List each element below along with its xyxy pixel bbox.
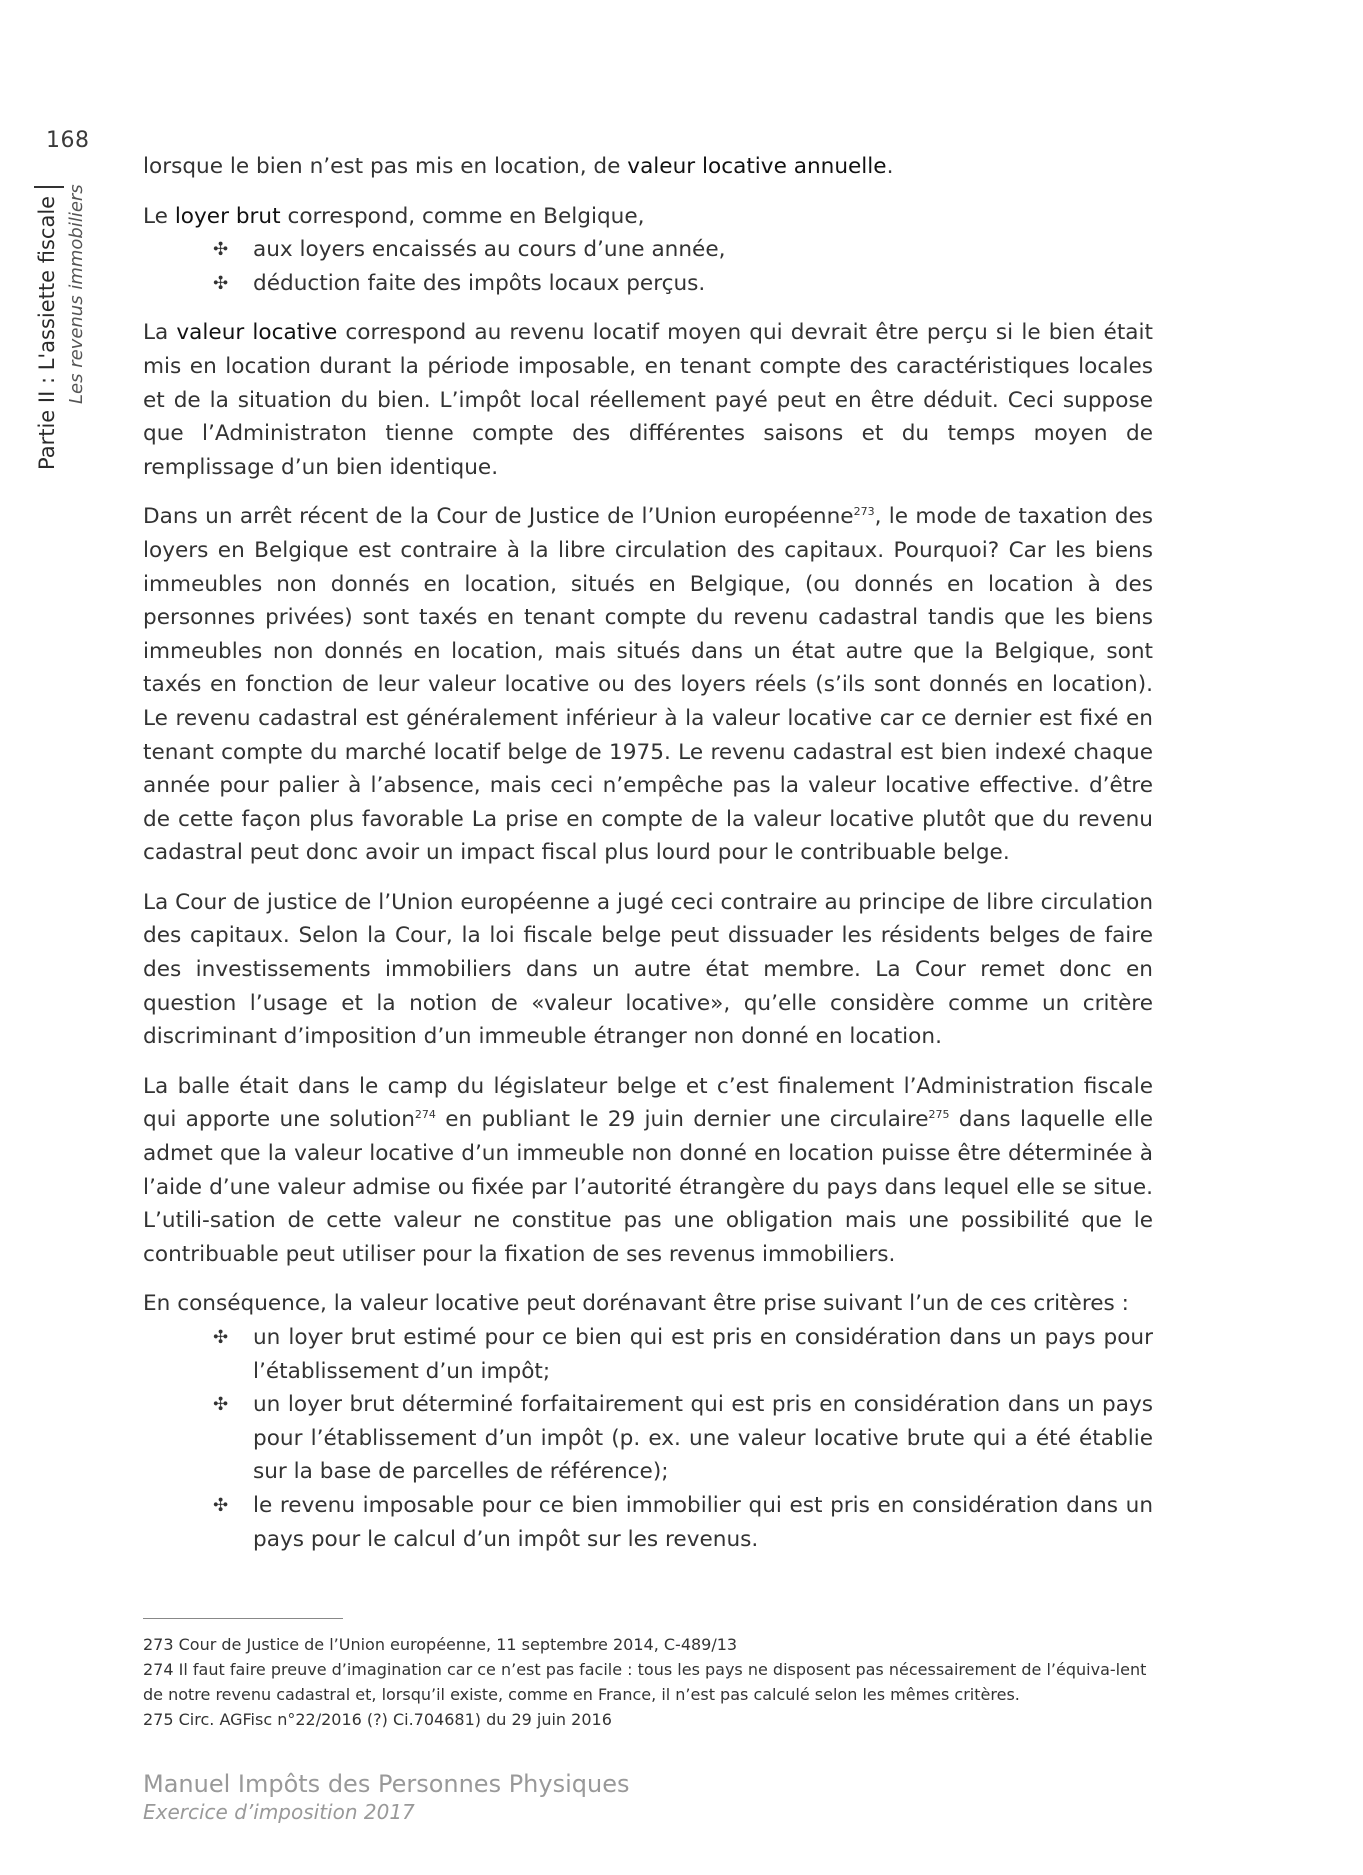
list-item: ✣ déduction faite des impôts locaux perçus. [143,267,1153,301]
footnote-divider [143,1618,343,1619]
part-title: Partie II : L'assiette fiscale [34,195,59,470]
page-number: 168 [46,128,90,153]
paragraph: La balle était dans le camp du législateur belge et c’est finalement l’Administration fiscale qui apporte une solution$^{274}$ en publiant le 29 juin dernier une circulaire$^{275}$ dans laquelle elle admet que la valeur locative d’un immeuble non donné en location puisse être déterminée à l’aide d’une valeur admise ou fixée par l’autorité étrangère du pays dans lequel elle se situe. L’utili-sation de cette valeur ne constitue pas une obligation mais une possibilité que le contribuable peut utiliser pour la fixation de ses revenus immobiliers. [143,1073,1154,1267]
section-subtitle: Les revenus immobiliers [66,184,87,404]
footnotes [143,1632,1153,1732]
footnote: 273 Cour de Justice de l’Union européenne, 11 septembre 2014, C-489/13 [143,1635,738,1654]
footer-title: Manuel Impôts des Personnes Physiques [143,1770,630,1798]
footer-subtitle: Exercice d’imposition 2017 [143,1800,415,1824]
bullet-icon: ✣ [213,1327,229,1348]
list-item: ✣ un loyer brut déterminé forfaitairement qui est pris en considération dans un pays pour l’établissement d’un impôt (p. ex. une valeur locative brute qui a été établie sur la base de parcelles de référence); [143,1388,1153,1489]
footnote-ref: 275 [928,1108,950,1122]
side-running-header [34,40,104,470]
bullet-list [143,1321,1153,1556]
bullet-icon: ✣ [213,272,229,294]
list-item: ✣ le revenu imposable pour ce bien immobilier qui est pris en considération dans un pays pour le calcul d’un impôt sur les revenus. [143,1489,1153,1556]
paragraph: Le loyer brut correspond, comme en Belgique, [143,203,645,229]
bullet-icon: ✣ [213,1494,229,1516]
list-item: ✣ aux loyers encaissés au cours d’une année, [143,233,1153,267]
footnote: 275 Circ. AGFisc n°22/2016 (?) Ci.704681) du 29 juin 2016 [143,1710,612,1729]
paragraph: lorsque le bien n’est pas mis en location, de valeur locative annuelle. [143,154,894,179]
emphasis: loyer brut [174,203,281,229]
list-item: ✣ un loyer brut estimé pour ce bien qui est pris en considération dans un pays pour l’établissement d’un impôt; [143,1321,1153,1388]
paragraph: En conséquence, la valeur locative peut dorénavant être prise suivant l’un de ces critères : [143,1291,1129,1317]
emphasis: valeur locative [176,320,338,346]
emphasis: valeur locative annuelle [627,154,887,179]
bullet-icon: ✣ [213,1394,229,1416]
footnote: 274 Il faut faire preuve d’imagination car ce n’est pas facile : tous les pays ne disposent pas nécessairement de l’équiva-lent de notre revenu cadastral et, lorsqu’il existe, comme en France, il n’est pas calculé selon les mêmes critères. [143,1660,1147,1704]
divider [34,186,64,188]
bullet-list [143,233,1153,300]
footnote-ref: 273 [853,505,875,519]
page-footer [143,1770,629,1824]
footnote-ref: 274 [414,1108,436,1122]
paragraph: Dans un arrêt récent de la Cour de Justice de l’Union européenne$^{273}$, le mode de taxation des loyers en Belgique est contraire à la libre circulation des capitaux. Pourquoi? Car les biens immeubles non donnés en location, situés en Belgique, (ou donnés en location à des personnes privées) sont taxés en tenant compte du revenu cadastral tandis que les biens immeubles non donnés en location, mais situés dans un état autre que la Belgique, sont taxés en fonction de leur valeur locative ou des loyers réels (s’ils sont donnés en location). Le revenu cadastral est généralement inférieur à la valeur locative car ce dernier est fixé en tenant compte du marché locatif belge de 1975. Le revenu cadastral est bien indexé chaque année pour palier à l’absence, mais ceci n’empêche pas la valeur locative effective. d’être de cette façon plus favorable La prise en compte de la valeur locative plutôt que du revenu cadastral peut donc avoir un impact fiscal plus lourd pour le contribuable belge. [143,504,1153,866]
bullet-icon: ✣ [213,239,229,261]
paragraph: La Cour de justice de l’Union européenne a jugé ceci contraire au principe de libre circulation des capitaux. Selon la Cour, la loi fiscale belge peut dissuader les résidents belges de faire des investissements immobiliers dans un autre état membre. La Cour remet donc en question l’usage et la notion de «valeur locative», qu’elle considère comme un critère discriminant d’imposition d’un immeuble étranger non donné en location. [143,889,1153,1050]
main-text [143,150,1153,1572]
paragraph: La valeur locative correspond au revenu locatif moyen qui devrait être perçu si le bien était mis en location durant la période imposable, en tenant compte des caractéristiques locales et de la situation du bien. L’impôt local réellement payé peut en être déduit. Ceci suppose que l’Administraton tienne compte des différentes saisons et du temps moyen de remplissage d’un bien identique. [143,320,1153,480]
